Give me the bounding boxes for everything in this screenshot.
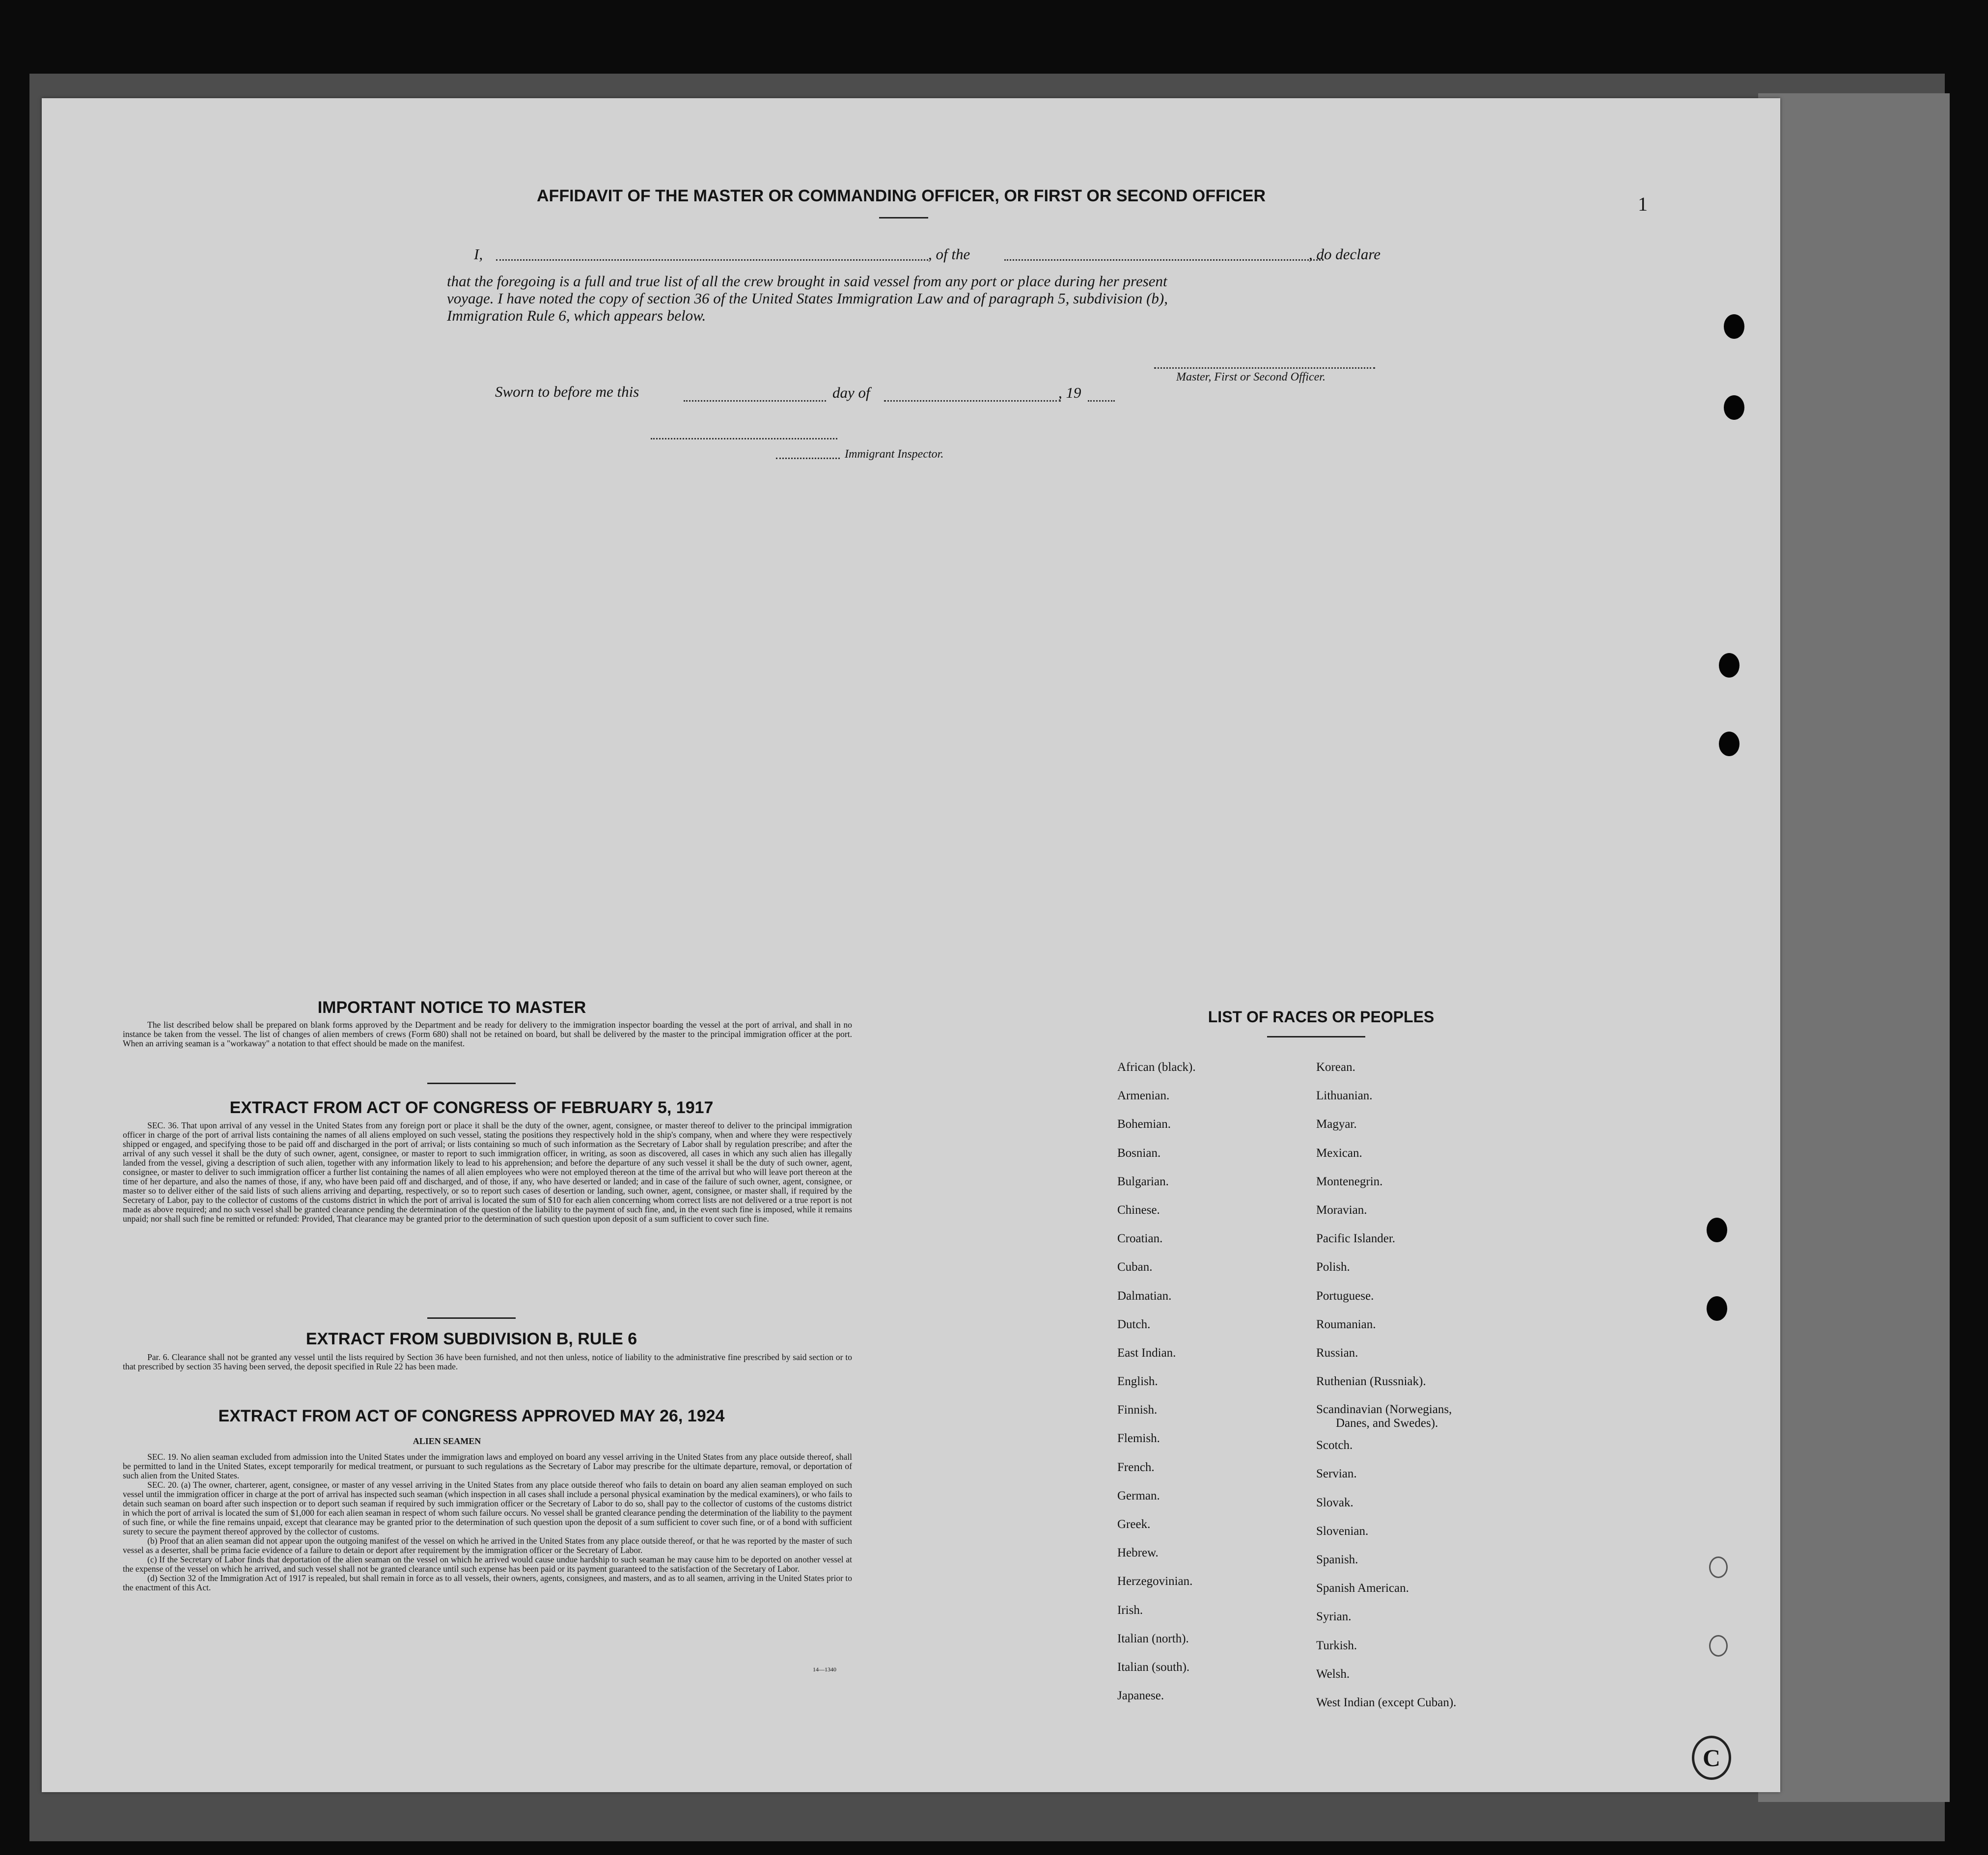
- punch-hole: [1709, 1556, 1728, 1578]
- extract-1924-paragraph: (c) If the Secretary of Labor finds that deportation of the alien seaman on the vessel on which he arrived would cause undue hardship to such seaman he may cause him to be deported on another vessel at the expense of the vessel on which he arrived, and such vessel shall not be granted clearance until such expense has been paid or its payment guaranteed to the satisfaction of the Secretary of Labor.: [123, 1555, 852, 1574]
- do-declare-label: , do declare: [1309, 246, 1381, 263]
- race-item: Ruthenian (Russniak).: [1316, 1375, 1426, 1389]
- sworn-year-field: [1088, 400, 1115, 402]
- race-item: Korean.: [1316, 1061, 1355, 1074]
- race-item: English.: [1117, 1375, 1158, 1389]
- race-item: Pacific Islander.: [1316, 1232, 1396, 1246]
- race-item: French.: [1117, 1460, 1155, 1474]
- stamp-mark: C: [1692, 1736, 1731, 1780]
- race-item: Danes, and Swedes).: [1336, 1417, 1438, 1430]
- race-item: Magyar.: [1316, 1118, 1357, 1131]
- extract-1917-title: EXTRACT FROM ACT OF CONGRESS OF FEBRUARY 5, 1917: [229, 1098, 714, 1117]
- race-item: Armenian.: [1117, 1089, 1170, 1103]
- race-item: Montenegrin.: [1316, 1174, 1383, 1188]
- race-item: Japanese.: [1117, 1689, 1164, 1703]
- extract-1924-text: [123, 1452, 852, 1592]
- race-item: Herzegovinian.: [1117, 1575, 1193, 1588]
- inspector-label: Immigrant Inspector.: [845, 448, 944, 461]
- extract-rule6-text: Par. 6. Clearance shall not be granted any vessel until the lists required by Section 36 have been furnished, and not then unless, notice of liability to the administrative fine prescribed by said section or to that prescribed by section 35 having been served, the deposit specified in Rule 22 has been made.: [123, 1352, 852, 1371]
- race-item: Dalmatian.: [1117, 1289, 1172, 1303]
- punch-hole: [1724, 314, 1744, 339]
- races-divider: [1267, 1036, 1365, 1037]
- race-item: African (black).: [1117, 1061, 1196, 1074]
- race-item: Slovenian.: [1316, 1524, 1369, 1538]
- extract-1924-paragraph: SEC. 19. No alien seaman excluded from admission into the United States under the immigration laws and employed on board any vessel arriving in the United States from any place outside thereof, shall be permitted to land in the United States, except temporarily for medical treatment, or pursuant to such regulations as the Secretary of Labor may prescribe for the ultimate departure, removal, or deportation of such alien from the United States.: [123, 1452, 852, 1480]
- race-item: Croatian.: [1117, 1232, 1163, 1246]
- sworn-month-field: [884, 400, 1061, 402]
- extract-1917-text: SEC. 36. That upon arrival of any vessel in the United States from any foreign port or place it shall be the duty of the owner, agent, consignee, or master thereof to deliver to the principal immigration officer in charge of the port of arrival lists containing the names of all aliens employed on such vessel, stating the positions they respectively hold in the ship's company, when and where they were respectively shipped or engaged, and specifying those to be paid off and discharged in the port of arrival; or lists containing so much of such information as the Secretary of Labor shall by regulation prescribe; and after the arrival of any such vessel it shall be the duty of such owner, agent, consignee, or master to report to such immigration officer, in writing, as soon as discovered, all cases in which any such alien has illegally landed from the vessel, giving a description of such alien, together with any information likely to lead to his apprehension; and before the departure of any such vessel it shall be the duty of such owner, agent, consignee, or master to deliver to such immigration officer a further list containing the names of all alien employees who were not employed thereon at the time of the arrival but who will leave port thereon at the time of her departure, and also the names of those, if any, who have been paid off and discharged, and of those, if any, who have deserted or landed; and in case of the failure of such owner, agent, consignee, or master so to deliver either of the said lists of such aliens arriving and departing, respectively, or so to report such cases of desertion or landing, such owner, agent, consignee, or master shall, if required by the Secretary of Labor, pay to the collector of customs of the customs district in which the port of arrival is located the sum of $10 for each alien concerning whom correct lists are not delivered or a true report is not made as above required; and no such vessel shall be granted clearance pending the determination of the question of the liability to the payment of such fine, and, in the event such fine is imposed, while it remains unpaid; nor shall such fine be remitted or refunded: Provided, That clearance may be granted prior to the determination of such question upon deposit of a sum sufficient to cover such fine.: [123, 1120, 852, 1224]
- form-number: 14—1340: [813, 1666, 836, 1673]
- punch-hole: [1707, 1218, 1727, 1242]
- affidavit-line-3: voyage. I have noted the copy of section 36 of the United States Immigration Law and of paragraph 5, subdivision (b),: [447, 290, 1168, 307]
- race-item: Chinese.: [1117, 1203, 1160, 1217]
- race-item: Portuguese.: [1316, 1289, 1374, 1303]
- section-divider: [427, 1317, 516, 1319]
- race-item: Irish.: [1117, 1603, 1143, 1617]
- inspector-signature-line: [651, 438, 837, 439]
- punch-hole: [1719, 732, 1740, 756]
- race-item: Bulgarian.: [1117, 1174, 1169, 1188]
- notice-text: The list described below shall be prepared on blank forms approved by the Department and be ready for delivery to the immigration inspector boarding the vessel at the port of arrival, and shall in no instance be taken from the vessel. The list of changes of alien members of crews (Form 680) shall not be retained on board, but shall be delivered by the master to the principal immigration officer at the port. When an arriving seaman is a "workaway" a notation to that effect should be made on the manifest.: [123, 1020, 852, 1048]
- punch-hole: [1719, 653, 1740, 678]
- race-item: Scandinavian (Norwegians,: [1316, 1403, 1452, 1417]
- extract-1924-title: EXTRACT FROM ACT OF CONGRESS APPROVED MAY 26, 1924: [218, 1407, 725, 1425]
- race-item: Mexican.: [1316, 1146, 1362, 1160]
- race-item: Cuban.: [1117, 1260, 1153, 1274]
- affidavit-line-2: that the foregoing is a full and true list of all the crew brought in said vessel from any port or place during her present: [447, 273, 1167, 290]
- race-item: Bohemian.: [1117, 1118, 1171, 1131]
- affidavit-line-4: Immigration Rule 6, which appears below.: [447, 307, 706, 324]
- race-item: Greek.: [1117, 1518, 1151, 1531]
- race-item: Polish.: [1316, 1260, 1350, 1274]
- sworn-day-field: [684, 400, 826, 402]
- sworn-label: Sworn to before me this: [495, 383, 639, 400]
- race-item: Moravian.: [1316, 1203, 1367, 1217]
- master-signature-label: Master, First or Second Officer.: [1176, 371, 1325, 383]
- race-item: Scotch.: [1316, 1439, 1353, 1452]
- declarant-name-field: [496, 259, 928, 261]
- race-item: Syrian.: [1316, 1610, 1352, 1624]
- extract-1924-paragraph: SEC. 20. (a) The owner, charterer, agent, consignee, or master of any vessel arriving in the United States from any place outside thereof who fails to detain on board any alien seaman employed on such vessel until the immigration officer in charge at the port of arrival has inspected such seaman (which inspection in all cases shall include a personal physical examination by the medical examiners), or who fails to detain such seaman on board after such inspection or to deport such seaman if required by such immigration officer or the Secretary of Labor to do so, shall pay to the collector of customs of the customs district in which the port of arrival is located the sum of $1,000 for each alien seaman in respect of whom such failure occurs. No vessel shall be granted clearance pending the determination of the liability to the payment of such fine, or while the fine remains unpaid, except that clearance may be granted prior to the determination of such question upon the deposit of a sum sufficient to cover such fine, or of a bond with sufficient surety to secure the payment thereof approved by the collector of customs.: [123, 1480, 852, 1536]
- race-item: Roumanian.: [1316, 1317, 1376, 1331]
- inspector-signature-line-lower: [776, 458, 840, 459]
- race-item: Italian (north).: [1117, 1632, 1189, 1645]
- race-item: Italian (south).: [1117, 1660, 1190, 1674]
- races-column-2: [1316, 1053, 1456, 1717]
- races-title: LIST OF RACES OR PEOPLES: [1208, 1008, 1435, 1026]
- race-item: Hebrew.: [1117, 1546, 1159, 1560]
- punch-hole: [1724, 395, 1744, 420]
- extract-rule6-title: EXTRACT FROM SUBDIVISION B, RULE 6: [305, 1330, 637, 1348]
- races-column-1: [1117, 1053, 1196, 1710]
- punch-hole: [1709, 1635, 1728, 1657]
- vessel-name-field: [1004, 259, 1324, 261]
- punch-hole: [1707, 1296, 1727, 1321]
- race-item: Bosnian.: [1117, 1146, 1161, 1160]
- title-divider: [879, 217, 928, 218]
- race-item: Lithuanian.: [1316, 1089, 1373, 1103]
- race-item: Spanish.: [1316, 1553, 1358, 1566]
- race-item: East Indian.: [1117, 1346, 1176, 1360]
- affidavit-title: AFFIDAVIT OF THE MASTER OR COMMANDING OFFICER, OR FIRST OR SECOND OFFICER: [537, 187, 1266, 205]
- race-item: Russian.: [1316, 1346, 1358, 1360]
- race-item: Dutch.: [1117, 1317, 1151, 1331]
- race-item: Slovak.: [1316, 1496, 1353, 1509]
- master-signature-line: [1154, 367, 1375, 369]
- race-item: Finnish.: [1117, 1403, 1158, 1417]
- race-item: Flemish.: [1117, 1432, 1160, 1446]
- notice-title: IMPORTANT NOTICE TO MASTER: [317, 998, 586, 1017]
- race-item: German.: [1117, 1489, 1160, 1502]
- race-item: West Indian (except Cuban).: [1316, 1695, 1457, 1709]
- year-label: , 19: [1058, 384, 1081, 401]
- race-item: Servian.: [1316, 1467, 1357, 1481]
- declarant-label: I,: [474, 246, 483, 263]
- extract-1924-paragraph: (b) Proof that an alien seaman did not appear upon the outgoing manifest of the vessel on which he arrived in the United States from any place outside thereof, or that he was reported by the master of such vessel as a deserter, shall be prima facie evidence of a failure to detain or deport after requirement by the immigration officer or the Secretary of Labor.: [123, 1536, 852, 1555]
- race-item: Turkish.: [1316, 1638, 1357, 1652]
- race-item: Welsh.: [1316, 1667, 1350, 1681]
- race-item: Spanish American.: [1316, 1582, 1409, 1595]
- page-number: 1: [1638, 193, 1648, 215]
- of-the-label: , of the: [928, 246, 970, 263]
- underlying-sheet: [1758, 93, 1950, 1802]
- section-divider: [427, 1083, 516, 1084]
- day-of-label: day of: [832, 384, 870, 401]
- extract-1924-paragraph: (d) Section 32 of the Immigration Act of 1917 is repealed, but shall remain in force as to all vessels, their owners, agents, consignees, and masters, and as to all seamen, arriving in the United States prior to the enactment of this Act.: [123, 1573, 852, 1592]
- alien-seamen-subtitle: ALIEN SEAMEN: [413, 1436, 481, 1446]
